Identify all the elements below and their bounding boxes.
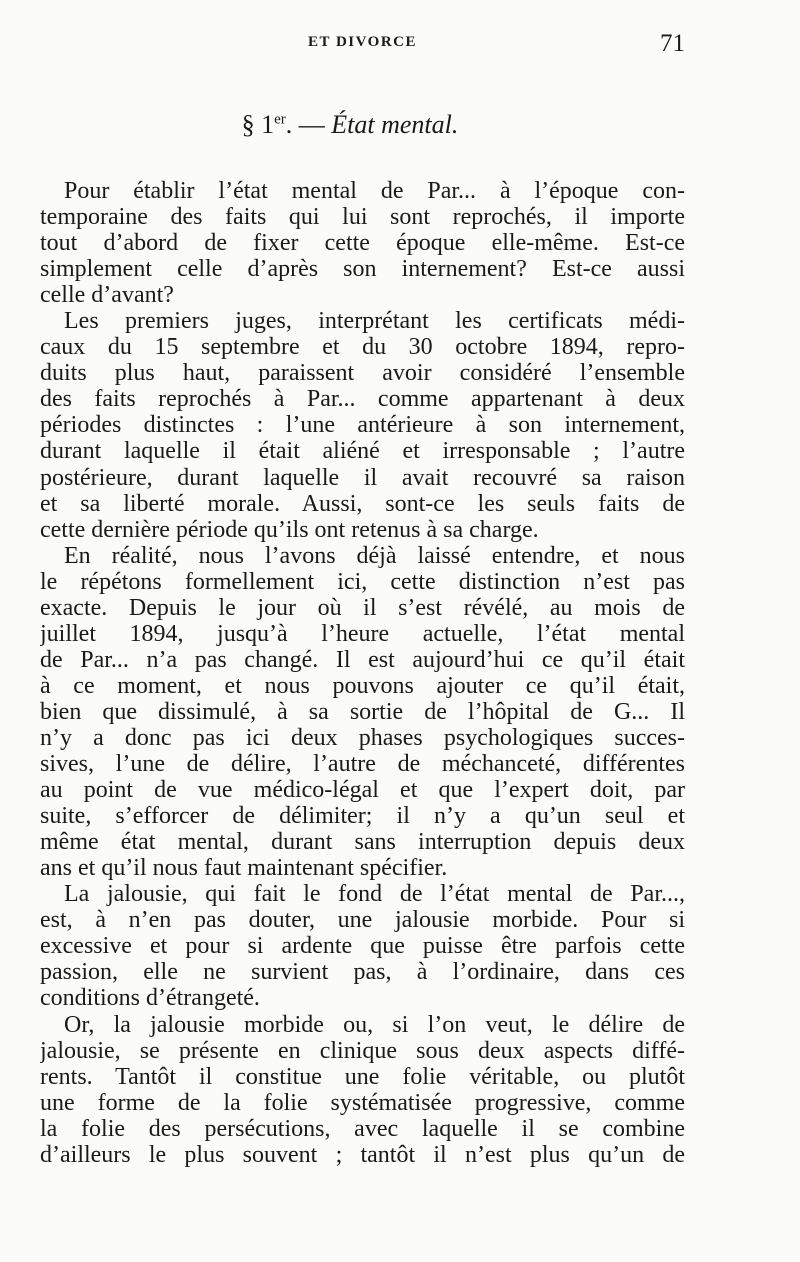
text-line: jalousie, se présente en clinique sous deux aspects diffé- [40,1037,685,1064]
running-title: ET DIVORCE [307,34,418,50]
text-line: est, à n’en pas douter, une jalousie morbide. Pour si [40,907,685,934]
page-number: 71 [660,30,685,57]
text-line: et sa liberté morale. Aussi, sont-ce les seuls faits de [40,490,685,517]
text-line: caux du 15 septembre et du 30 octobre 1894, repro- [40,334,685,361]
section-ordinal-suffix: er [274,111,286,128]
text-line: sives, l’une de délire, l’autre de méchanceté, différentes [40,751,685,778]
text-line: conditions d’étrangeté. [40,985,260,1012]
text-line: La jalousie, qui fait le fond de l’état mental de Par..., [64,881,685,908]
body-text [40,178,685,1168]
text-line: de Par... n’a pas changé. Il est aujourd’hui ce qu’il était [40,646,685,673]
text-line: bien que dissimulé, à sa sortie de l’hôpital de G... Il [40,698,685,725]
text-line: Or, la jalousie morbide ou, si l’on veut, le délire de [64,1011,685,1038]
text-line: Les premiers juges, interprétant les certificats médi- [64,308,685,335]
text-line: simplement celle d’après son internement? Est-ce aussi [40,256,685,283]
text-line: duits plus haut, paraissent avoir considéré l’ensemble [40,360,685,387]
text-line: à ce moment, et nous pouvons ajouter ce qu’il était, [40,672,685,699]
text-line: passion, elle ne survient pas, à l’ordinaire, dans ces [40,959,685,986]
text-line: suite, s’efforcer de délimiter; il n’y a qu’un seul et [40,803,685,830]
section-heading [0,110,700,140]
text-line: le répétons formellement ici, cette distinction n’est pas [40,568,685,595]
text-line: même état mental, durant sans interruption depuis deux [40,829,685,856]
text-line: rents. Tantôt il constitue une folie véritable, ou plutôt [40,1063,685,1090]
text-line: postérieure, durant laquelle il avait recouvré sa raison [40,464,685,491]
text-line: au point de vue médico-légal et que l’expert doit, par [40,777,685,804]
running-head [40,30,685,60]
text-line: une forme de la folie systématisée progressive, comme [40,1089,685,1116]
section-title: État mental. [331,110,459,139]
text-line: Pour établir l’état mental de Par... à l’époque con- [64,178,685,204]
text-line: temporaine des faits qui lui sont reprochés, il importe [40,204,685,231]
text-line: des faits reprochés à Par... comme appartenant à deux [40,386,685,413]
text-line: tout d’abord de fixer cette époque elle-même. Est-ce [40,230,685,257]
text-line: ans et qu’il nous faut maintenant spécifier. [40,855,448,882]
text-line: excessive et pour si ardente que puisse être parfois cette [40,933,685,960]
section-dash: . — [285,110,332,139]
text-line: En réalité, nous l’avons déjà laissé entendre, et nous [64,542,685,569]
text-line: juillet 1894, jusqu’à l’heure actuelle, l’état mental [40,620,685,647]
text-line: la folie des persécutions, avec laquelle il se combine [40,1115,685,1142]
text-line: durant laquelle il était aliéné et irresponsable ; l’autre [40,438,685,465]
text-line: périodes distinctes : l’une antérieure à son internement, [40,412,685,439]
section-mark: § 1 [241,110,275,139]
text-line: d’ailleurs le plus souvent ; tantôt il n’est plus qu’un de [40,1141,685,1168]
text-line: cette dernière période qu’ils ont retenus à sa charge. [40,516,539,543]
text-line: exacte. Depuis le jour où il s’est révélé, au mois de [40,594,685,621]
text-line: celle d’avant? [40,282,174,309]
text-line: n’y a donc pas ici deux phases psychologiques succes- [40,724,685,751]
